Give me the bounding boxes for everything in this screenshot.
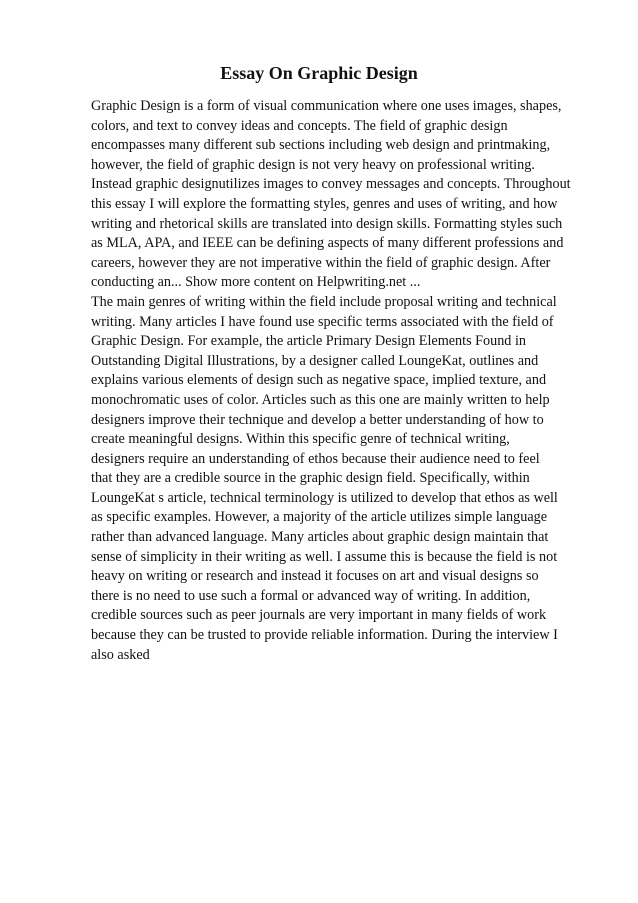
text-line: Outstanding Digital Illustrations, by a designer called LoungeKat, outlines and (91, 352, 539, 369)
text-line: designers improve their technique and develop a better understanding of how to (91, 411, 544, 428)
text-line: colors, and text to convey ideas and concepts. The field of graphic design (91, 117, 508, 134)
text-line: sense of simplicity in their writing as well. I assume this is because the field is not (91, 548, 558, 565)
text-line: explains various elements of design such as negative space, implied texture, and (91, 372, 547, 389)
text-line: Instead graphic designutilizes images to convey messages and concepts. Throughout (91, 176, 571, 193)
text-line: writing and rhetorical skills are translated into design skills. Formatting styles such (91, 215, 563, 232)
text-line: Graphic Design is a form of visual communication where one uses images, shapes, (91, 98, 562, 114)
text-line: also asked (91, 646, 150, 663)
text-line: as specific examples. However, a majority of the article utilizes simple language (91, 509, 548, 526)
text-line: that they are a credible source in the graphic design field. Specifically, within (91, 470, 530, 487)
text-line: LoungeKat s article, technical terminology is utilized to develop that ethos as well (91, 489, 558, 506)
text-line: this essay I will explore the formatting styles, genres and uses of writing, and how (91, 195, 558, 212)
text-line: create meaningful designs. Within this specific genre of technical writing, (91, 431, 510, 448)
text-line: Graphic Design. For example, the article Primary Design Elements Found in (91, 333, 526, 350)
document-title: Essay On Graphic Design (220, 63, 418, 83)
text-line: there is no need to use such a formal or advanced way of writing. In addition, (91, 587, 531, 604)
text-line: careers, however they are not imperative within the field of graphic design. After (91, 254, 551, 271)
text-line: monochromatic uses of color. Articles such as this one are mainly written to help (91, 391, 550, 408)
text-line: conducting an... Show more content on Helpwriting.net ... (91, 274, 421, 291)
text-line: rather than advanced language. Many articles about graphic design maintain that (91, 529, 549, 546)
text-line: however, the field of graphic design is not very heavy on professional writing. (91, 156, 535, 173)
text-line: designers require an understanding of ethos because their audience need to feel (91, 450, 540, 467)
essay-body (91, 97, 586, 665)
text-line: encompasses many different sub sections including web design and printmaking, (91, 137, 551, 154)
text-line: as MLA, APA, and IEEE can be defining aspects of many different professions and (91, 235, 564, 252)
text-line: heavy on writing or research and instead it focuses on art and visual designs so (91, 568, 539, 585)
text-line: The main genres of writing within the field include proposal writing and technical (91, 293, 557, 310)
text-line: credible sources such as peer journals are very important in many fields of work (91, 607, 547, 624)
text-line: because they can be trusted to provide reliable information. During the interview I (91, 627, 558, 644)
text-line: writing. Many articles I have found use specific terms associated with the field of (91, 313, 554, 330)
